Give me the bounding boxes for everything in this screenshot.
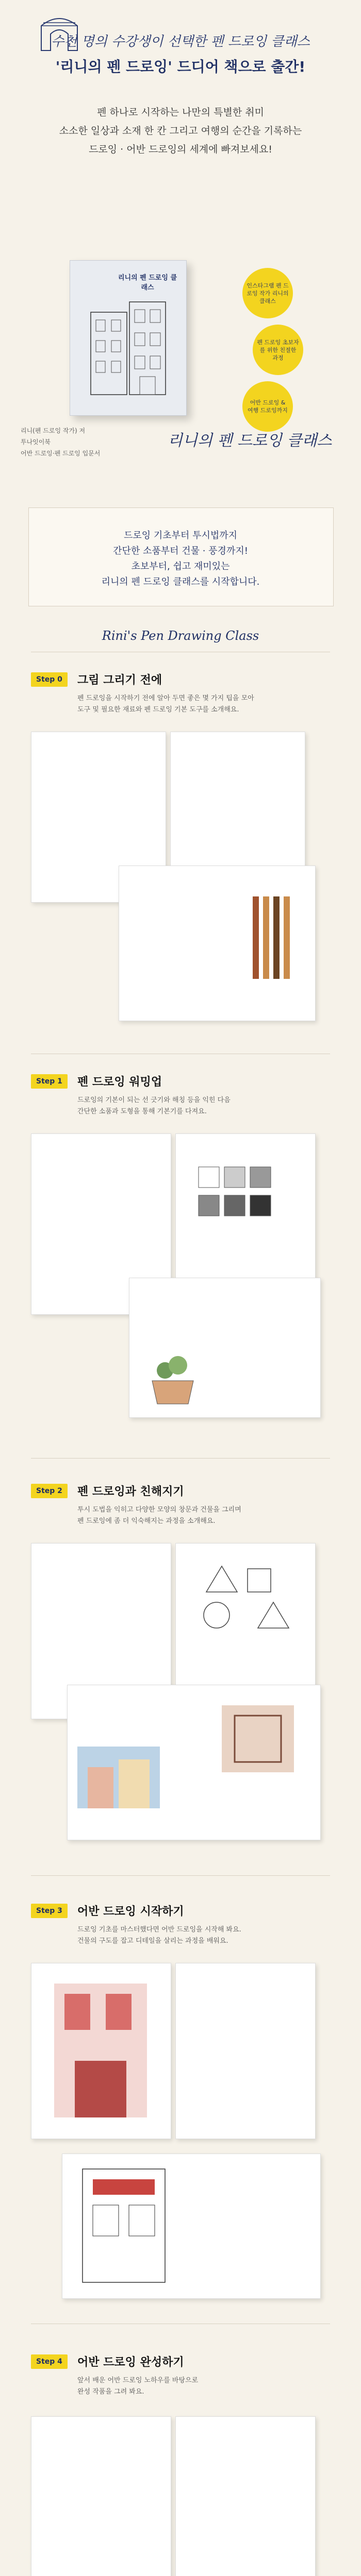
divider [31, 1875, 330, 1876]
house-painting-icon [77, 1747, 160, 1808]
step-4-label: Step 4 [31, 2354, 68, 2369]
quote-line-4: 리니의 펜 드로잉 클래스를 시작합니다. [101, 577, 260, 587]
book-cover-title: 리니의 펜 드로잉 클래스 [118, 274, 177, 292]
divider [31, 1458, 330, 1459]
step-2-desc-2: 펜 드로잉에 좀 더 익숙해지는 과정을 소개해요. [77, 1517, 216, 1525]
badge-2: 펜 드로잉 초보자를 위한 친절한 과정 [253, 325, 303, 375]
book-logo: 리니의 펜 드로잉 클래스 [168, 432, 332, 450]
book-info [21, 425, 108, 459]
step-0-desc-2: 도구 및 필요한 재료와 펜 드로잉 기본 도구를 소개해요. [77, 706, 239, 714]
step-3-label: Step 3 [31, 1904, 68, 1918]
badge-1: 인스타그램 펜 드로잉 작가 리니의 클래스 [242, 268, 293, 318]
header-subtitle: 수천 명의 수강생이 선택한 펜 드로잉 클래스 [51, 34, 310, 49]
step-4-page-right [175, 2416, 316, 2576]
step-0-label: Step 0 [31, 672, 68, 687]
step-4-page-left [31, 2416, 171, 2576]
step-2-desc [77, 1504, 325, 1527]
class-title: Rini's Pen Drawing Class [102, 629, 259, 643]
step-0-desc-1: 펜 드로잉을 시작하기 전에 알아 두면 좋은 몇 가지 팁을 모아 [77, 694, 254, 702]
step-0-desc [77, 693, 325, 716]
shop-sketch-icon [72, 2164, 175, 2287]
step-4-desc-2: 완성 작품을 그려 봐요. [77, 2388, 144, 2396]
step-1-label: Step 1 [31, 1074, 68, 1089]
balcony-painting-icon [222, 1705, 294, 1772]
badge-3: 어반 드로잉 & 여행 드로잉까지 [242, 381, 293, 432]
intro-text [31, 103, 330, 159]
quote-line-3: 초보부터, 쉽고 재미있는 [131, 561, 230, 572]
book-category: 어반 드로잉·펜 드로잉 입문서 [21, 450, 101, 457]
book-cover [70, 260, 187, 416]
shapes-icon [191, 1561, 304, 1633]
step-3-desc-2: 건물의 구도를 잡고 디테일을 살리는 과정을 배워요. [77, 1937, 228, 1945]
building-sketch-icon [80, 297, 176, 400]
red-building-icon [44, 1978, 157, 2123]
pen-tools-icon [248, 886, 304, 989]
quote-text [49, 528, 312, 590]
flower-pot-icon [142, 1350, 204, 1406]
book-publisher: 투나잇이북 [21, 438, 51, 446]
intro-line-1: 펜 하나로 시작하는 나만의 특별한 취미 [97, 107, 264, 118]
step-3-desc-1: 드로잉 기초를 마스터했다면 어반 드로잉을 시작해 봐요. [77, 1926, 241, 1934]
header-title: '리니의 펜 드로잉' 드디어 책으로 출간! [55, 58, 306, 75]
step-1-desc-2: 간단한 소품과 도형을 통해 기본기를 다져요. [77, 1108, 207, 1115]
intro-line-3: 드로잉 · 어반 드로잉의 세계에 빠져보세요! [89, 144, 272, 155]
step-2-title: 펜 드로잉과 친해지기 [77, 1485, 184, 1498]
step-3-title: 어반 드로잉 시작하기 [77, 1905, 184, 1918]
step-4-desc [77, 2375, 325, 2398]
step-3-desc [77, 1924, 325, 1947]
step-1-title: 펜 드로잉 워밍업 [77, 1076, 162, 1089]
step-2-desc-1: 투시 도법을 익히고 다양한 모양의 창문과 건물을 그리며 [77, 1506, 241, 1514]
book-author: 리니(펜 드로잉 작가) 저 [21, 427, 86, 434]
step-0-title: 그림 그리기 전에 [77, 674, 162, 687]
step-2-label: Step 2 [31, 1484, 68, 1498]
step-4-title: 어반 드로잉 완성하기 [77, 2356, 184, 2369]
intro-line-2: 소소한 일상과 소재 한 칸 그리고 여행의 순간을 기록하는 [59, 125, 302, 137]
step-4-desc-1: 앞서 배운 어반 드로잉 노하우를 바탕으로 [77, 2377, 199, 2384]
step-1-desc [77, 1095, 325, 1117]
quote-line-1: 드로잉 기초부터 투시법까지 [123, 530, 238, 541]
step-3-page-right [175, 1963, 316, 2139]
step-1-desc-1: 드로잉의 기본이 되는 선 긋기와 해칭 등을 익힌 다음 [77, 1096, 231, 1104]
shading-grid-icon [196, 1164, 294, 1252]
quote-line-2: 간단한 소품부터 건물 · 풍경까지! [113, 546, 248, 556]
